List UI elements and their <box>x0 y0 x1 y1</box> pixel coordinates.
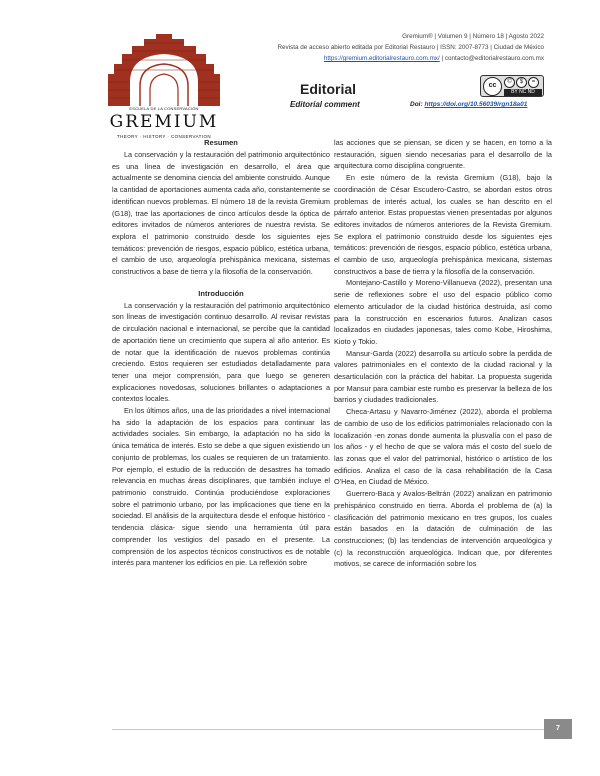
cc-icon: cc <box>483 77 502 96</box>
intro-paragraph-2: En los últimos años, una de las prioridades a nivel internacional ha sido la adaptación de los espacios para continuar las actividades sociales. Sin embargo, la adaptación no ha sido la única temática de interés. Esto se debe a que siguen existiendo un conjunto de problemas, los cuales se requieren de un tratamiento. Por ejemplo, el estudio de la reducción de desastres ha tomado relevancia en muchas áreas disciplinares, que también incluye el patrimonio construido. Continúa produciéndose exploraciones sobre el patrimonio urbano, por las implicaciones que tiene en la sociedad. El análisis de la arquitectura desde el enfoque histórico -tendencia clásica- sigue siendo una herramienta útil para comprender los vestigios del pasado en el presente. La comprensión de los aspectos técnicos constructivos es de notable interés para mantener los edificios en pie. La reflexión sobre <box>112 406 330 568</box>
intro-heading: Introducción <box>198 288 244 298</box>
license-text: BY NC ND <box>504 89 542 96</box>
body-paragraph-3: Montejano-Castillo y Moreno-Villanueva (2022), presentan una serie de reflexiones sobre el uso del espacio público como elemento articulador de la ciudad histórica destruida, así como para la construcción en escenarios futuros. Analizan casos localizados en ciudades japonesas, tales como Kobe, Hiroshima, Kioto y Tokio. <box>334 278 552 346</box>
noncommercial-icon: $ <box>516 77 527 88</box>
resumen-paragraph: La conservación y la restauración del patrimonio arquitectónico es una línea de investigación en desarrollo, el área que actualmente se denomina ciencia del ambiente construido. Aunque la cantidad de aportaciones aumenta cada año, constantemente se identifican nuevos problemas. El número 18 de la revista Gremium (G18), trae las aportaciones de cinco artículos desde la óptica de editores invitados de números anteriores de nuestra revista. Se explora el patrimonio construido desde los siguientes ejes temáticos: prevención de riesgos, espacio público, estética urbana, el cambio de uso, arqueología prehispánica mexicana, sistemas constructivos a base de tierra y la filosofía de la conservación. <box>112 150 330 277</box>
doi-link[interactable]: https://doi.org/10.56039/rgn18a01 <box>424 101 528 108</box>
right-column <box>334 137 552 570</box>
article-type-subtitle: Editorial comment <box>290 100 360 109</box>
noderivatives-icon: = <box>528 77 539 88</box>
contact-email: | contacto@editorialrestauro.com.mx <box>439 55 544 62</box>
doi-line <box>410 101 527 108</box>
doi-label: Doi: <box>410 101 425 108</box>
contact-line <box>184 53 544 64</box>
body-paragraph-5: Checa-Artasu y Navarro-Jiménez (2022), aborda el problema de cambio de uso de los edificios patrimoniales relacionado con la localización -en zonas donde aumenta la plusvalía con el paso de los años - y el hecho de que se valora más el costo del suelo de las zonas que el valor del patrimonial, histórico o artístico de los edificios. Analiza el caso de la casa rehabilitación de la Casa O'Hea, en Ciudad de México. <box>334 407 552 487</box>
left-column <box>112 137 330 569</box>
body-paragraph-6: Guerrero-Baca y Avalos-Beltrán (2022) analizan en patrimonio prehispánico construido en tierra. Aborda el problema de (a) la clasificación del patrimonio mexicano en tres grupos, los cuales están basados en la datación de culminación de las construcciones; (b) las tendencias de intervención arqueológica y (c) la reconstrucción arqueológica. Indican que, por diferentes motivos, se carece de información sobre los <box>334 489 552 569</box>
article-type-title: Editorial <box>300 81 357 97</box>
license-icons <box>504 77 542 89</box>
body-paragraph-1: las acciones que se piensan, se dicen y se hacen, en torno a la restauración, siguen siendo necesarias para el desarrollo de la arquitectura como disciplina congruente. <box>334 138 552 171</box>
header-meta <box>184 31 544 64</box>
attribution-icon: © <box>504 77 515 88</box>
logo-ribbon-text: ESCUELA DE LA CONSERVACIÓN <box>129 106 199 111</box>
resumen-heading: Resumen <box>204 138 238 147</box>
journal-url-link[interactable]: https://gremium.editorialrestauro.com.mx/ <box>323 55 440 62</box>
logo-tagline: THEORY · HISTORY · CONSERVATION <box>117 134 211 139</box>
footer-divider <box>112 729 550 730</box>
page-number: 7 <box>544 719 572 739</box>
creative-commons-badge[interactable] <box>480 75 544 97</box>
body-paragraph-2: En este número de la revista Gremium (G18), bajo la coordinación de César Escudero-Castro, se abordan estos otros problemas de interés actual, los cuales se han descrito en el párrafo anterior. Estas propuestas vienen presentadas por algunos editores invitados de números anteriores de la Revista Gremium. Se explora el patrimonio construido desde los siguientes ejes temáticos: prevención de riesgos, espacio público, estética urbana, el cambio de uso, arqueología prehispánica mexicana, sistemas constructivos a base de tierra y la filosofía de la conservación. <box>334 173 552 276</box>
intro-paragraph-1: La conservación y la restauración del patrimonio arquitectónico son líneas de investigación continuo desarrollo. Al revisar revistas de circulación nacional e internacional, se percibe que la cantidad de aportación tiene un crecimiento que supera al año anterior. Es de notar que la identificación de nuevos problemas continúa creciendo. Estos requieren ser estudiados detalladamente para tener una mejor comprensión, para que luego se generen explicaciones novedosas, soluciones brillantes o adaptaciones a contextos locales. <box>112 300 330 404</box>
logo-name: GREMIUM <box>109 112 219 132</box>
publisher-line: Revista de acceso abierto editada por Editorial Restauro | ISSN: 2007-8773 | Ciudad de México <box>277 44 544 51</box>
journal-issue-line: Gremium® | Volumen 9 | Número 18 | Agosto 2022 <box>402 33 544 40</box>
body-paragraph-4: Mansur-Garda (2022) desarrolla su artículo sobre la perdida de valores patrimoniales en el contexto de la ciudad racional y la desarticulación con la práctica del habitar. La propuesta sugerida por Mansur para cambiar este rumbo es preservar la belleza de los barrios y ciudades tradicionales. <box>334 348 552 405</box>
